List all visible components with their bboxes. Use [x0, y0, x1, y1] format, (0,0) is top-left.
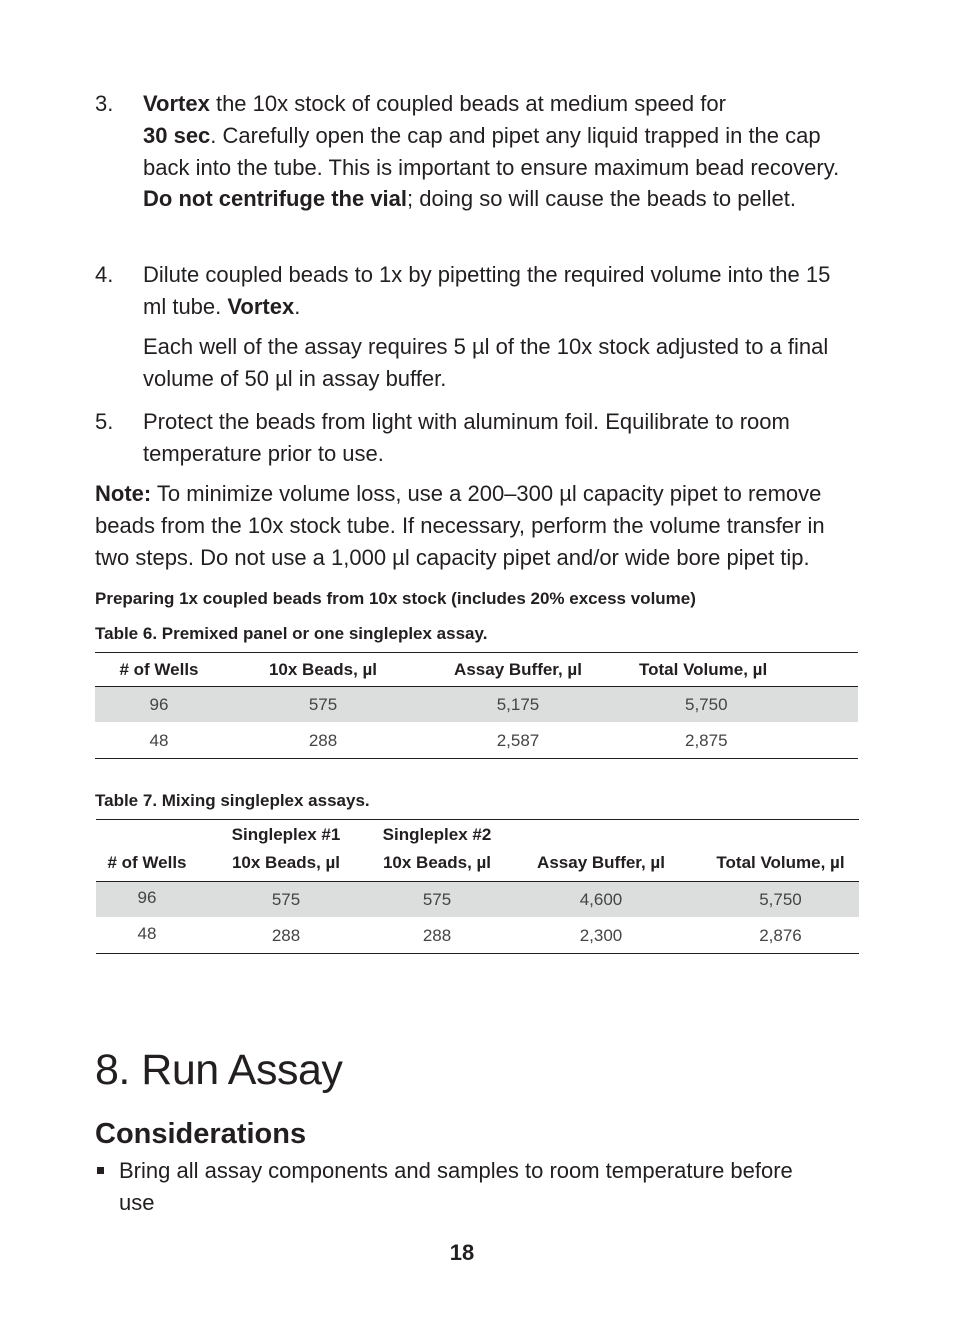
step-text-run: ; doing so will cause the beads to pellet. — [407, 186, 796, 212]
step-text-bold: Vortex — [143, 91, 210, 116]
section-title: 8. Run Assay — [95, 1046, 343, 1094]
table7-header-top — [702, 820, 859, 850]
table6-header: 10x Beads, µl — [268, 659, 378, 679]
step-text-run: Protect the beads from light with aluminum foil. Equilibrate to room temperature prior to use. — [143, 409, 790, 466]
table-cell: 288 — [374, 918, 500, 954]
step-text-bold: Do not centrifuge the vial — [143, 186, 408, 212]
table7-header: # of Wells — [107, 853, 187, 873]
table6-header: # of Wells — [119, 659, 199, 679]
table-cell: 575 — [198, 882, 374, 918]
step-number: 5. — [95, 409, 114, 434]
table7-header-top: Singleplex #1 — [231, 824, 341, 844]
step-4 — [95, 259, 855, 323]
step-text — [143, 88, 855, 215]
table-cell: 2,876 — [702, 918, 859, 954]
step-number: 4. — [95, 262, 114, 287]
table7-header-top — [500, 820, 702, 850]
table-cell: 2,300 — [500, 918, 702, 954]
table-cell: 48 — [95, 723, 223, 759]
table-cell: 2,875 — [613, 723, 858, 759]
step-text-run: . — [294, 293, 301, 319]
table-cell: 96 — [96, 882, 198, 918]
table-row — [95, 687, 858, 723]
note-paragraph — [95, 478, 855, 573]
table-cell: 96 — [95, 687, 223, 723]
table-cell: 4,600 — [500, 882, 702, 918]
step-number: 3. — [95, 91, 114, 116]
table6 — [95, 652, 858, 759]
table6-header: Assay Buffer, µl — [454, 659, 582, 679]
prep-heading: Preparing 1x coupled beads from 10x stock (includes 20% excess volume) — [95, 589, 696, 608]
table-cell: 5,175 — [423, 687, 613, 723]
table7-header: 10x Beads, µl — [231, 853, 341, 873]
table-cell: 575 — [223, 687, 423, 723]
table-cell: 2,587 — [423, 723, 613, 759]
table-cell: 288 — [223, 723, 423, 759]
bullet-square-icon — [97, 1167, 104, 1174]
table6-caption: Table 6. Premixed panel or one singleplex assay. — [95, 624, 488, 643]
step-text-run: the 10x stock of coupled beads at medium speed for — [209, 91, 726, 116]
table-row — [96, 918, 859, 954]
table7-header-top — [96, 820, 198, 850]
table-cell: 288 — [198, 918, 374, 954]
page-number: 18 — [449, 1240, 475, 1265]
table7-caption: Table 7. Mixing singleplex assays. — [95, 791, 370, 810]
table6-header-row — [95, 653, 858, 687]
table-row — [96, 882, 859, 918]
note-label: Note: — [95, 481, 152, 506]
table7-header: 10x Beads, µl — [382, 853, 492, 873]
step-text-run: Dilute coupled beads to 1x by pipetting the required volume into the 15 ml tube. — [143, 262, 831, 319]
step-4-sub-paragraph: Each well of the assay requires 5 µl of the 10x stock adjusted to a final volume of 50 µl in assay buffer. — [143, 334, 829, 391]
step-text-bold: 30 sec — [143, 122, 211, 148]
table6-header: Total Volume, µl — [639, 659, 768, 679]
table-row — [95, 723, 858, 759]
table-cell: 5,750 — [613, 687, 858, 723]
step-text — [143, 259, 855, 323]
section-subheading: Considerations — [95, 1118, 307, 1150]
step-text-run: . Carefully open the cap and pipet any liquid trapped in the cap back into the tube. This is important to ensure maximum bead recovery. — [143, 122, 840, 180]
bullet-text: Bring all assay components and samples to room temperature before use — [119, 1158, 793, 1215]
table7-header-top: Singleplex #2 — [382, 824, 492, 844]
step-5 — [95, 406, 855, 470]
table-cell: 575 — [374, 882, 500, 918]
table7-header-row — [96, 850, 859, 882]
table7-header: Assay Buffer, µl — [537, 853, 665, 873]
table7 — [96, 819, 859, 954]
note-text: To minimize volume loss, use a 200–300 µl capacity pipet to remove beads from the 10x stock tube. If necessary, perform the volume transfer in two steps. Do not use a 1,000 µl capacity pipet and/or wide bore pipet tip. — [95, 481, 825, 570]
list-item — [95, 1155, 795, 1219]
table-cell: 5,750 — [702, 882, 859, 918]
table-cell: 48 — [96, 918, 198, 954]
step-text — [143, 406, 855, 470]
table7-header-row-top — [96, 820, 859, 850]
step-3 — [95, 88, 855, 215]
table7-header: Total Volume, µl — [716, 853, 845, 873]
step-text-bold: Vortex — [227, 293, 295, 319]
